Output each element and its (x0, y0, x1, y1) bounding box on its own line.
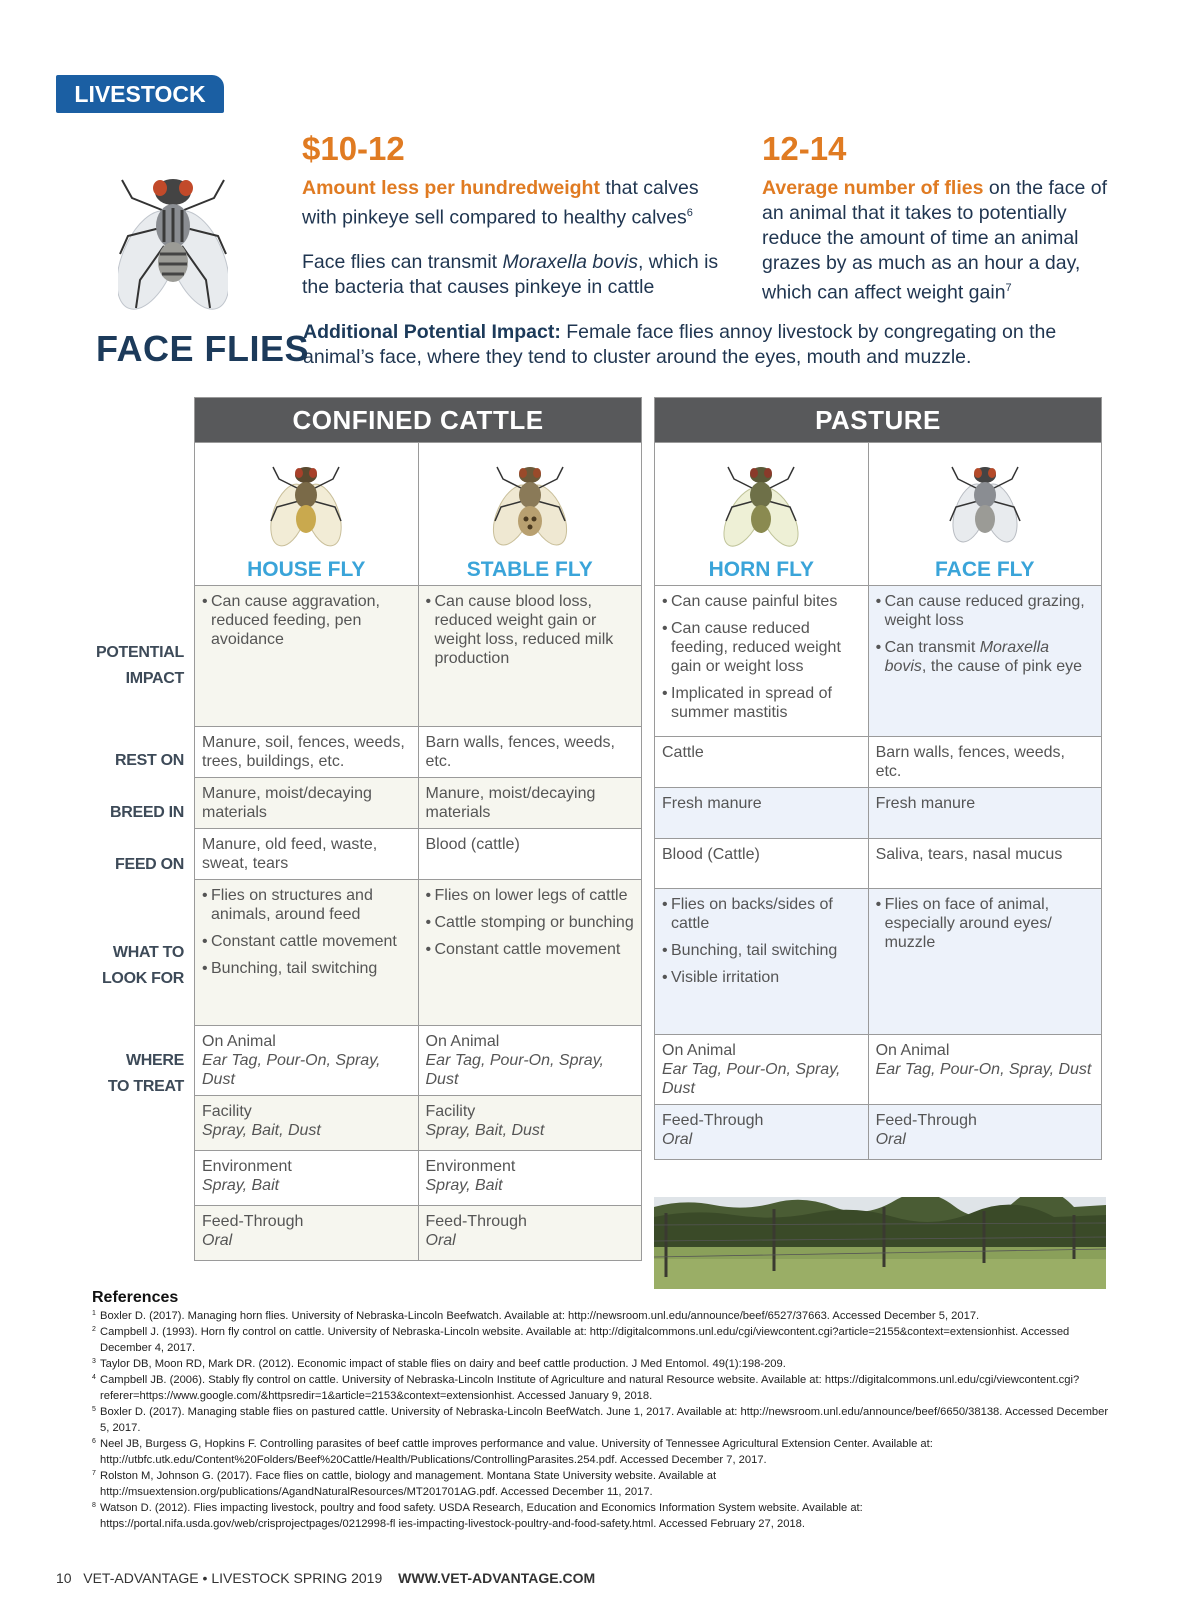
confined-cattle-header: CONFINED CATTLE (195, 398, 642, 443)
row-label-where-to-treat: WHERE TO TREAT (107, 1052, 184, 1095)
references (92, 1290, 1112, 1532)
stable-fly-feed-on: Blood (cattle) (418, 829, 642, 880)
house-fly-rest-on: Manure, soil, fences, weeds, trees, buildings, etc. (195, 727, 419, 778)
face-fly-cell (868, 443, 1101, 586)
pasture-fence-photo (654, 1197, 1106, 1289)
page-title: FACE FLIES (96, 328, 310, 369)
horn-fly-icon (716, 449, 806, 554)
face-fly-look-for: • Flies on face of animal, especially around eyes/ muzzle (868, 889, 1101, 1035)
face-fly-feed-on: Saliva, tears, nasal mucus (868, 839, 1101, 889)
horn-fly-name: HORN FLY (708, 558, 814, 581)
face-fly-breed-in: Fresh manure (868, 788, 1101, 839)
horn-fly-breed-in: Fresh manure (655, 788, 869, 839)
house-fly-treat-feed-through: Feed-Through Oral (195, 1206, 419, 1261)
row-label-what-to-look-for: WHAT TO LOOK FOR (101, 944, 184, 987)
page-footer (56, 1570, 595, 1586)
stat-price-text: Amount less per hundredweight that calves with pinkeye sell compared to healthy calves$^6$ (302, 177, 699, 229)
pasture-table (654, 397, 1102, 1160)
page-number: 10 (56, 1570, 72, 1586)
house-fly-look-for: • Flies on structures and animals, around feed • Constant cattle movement • Bunching, tail switching (195, 880, 419, 1026)
house-fly-name: HOUSE FLY (247, 558, 366, 581)
website-link[interactable]: WWW.VET-ADVANTAGE.COM (398, 1570, 596, 1586)
row-label-feed-on: FEED ON (114, 856, 184, 873)
stable-fly-rest-on: Barn walls, fences, weeds, etc. (418, 727, 642, 778)
face-fly-impact: • Can cause reduced grazing, weight loss • Can transmit Moraxella bovis, the cause of pink eye (868, 586, 1101, 737)
stable-fly-treat-on-animal: On Animal Ear Tag, Pour-On, Spray, Dust (418, 1026, 642, 1096)
face-fly-rest-on: Barn walls, fences, weeds, etc. (868, 737, 1101, 788)
face-fly-illustration (118, 150, 228, 315)
row-label-rest-on: REST ON (114, 752, 184, 769)
reference-item: 1 Boxler D. (2017). Managing horn flies. University of Nebraska-Lincoln Beefwatch. Available at: http://newsroom.unl.edu/announce/beef/6527/37663. Accessed December 5, 2017. (92, 1310, 980, 1322)
house-fly-cell (195, 443, 419, 586)
house-fly-icon (261, 449, 351, 554)
reference-item: 4 Campbell JB. (2006). Stably fly control on cattle. University of Nebraska-Lincoln Institute of Agriculture and natural Resource website. Available at: https://digitalcommons.unl.edu/cgi/viewcontent.cgi?referer=https://www.google.com/&httpsredir=1&article=2153&context=extensionhist. Accessed January 9, 2018. (92, 1374, 1080, 1402)
reference-item: 7 Rolston M, Johnson G. (2017). Face flies on cattle, biology and management. Montana State University website. Available at http://msuextension.org/publications/AgandNaturalResources/MT201701AG.pdf. Accessed December 11, 2017. (92, 1470, 717, 1498)
reference-item: 5 Boxler D. (2017). Managing stable flies on pastured cattle. University of Nebraska-Lincoln BeefWatch. June 1, 2017. Available at: http://newsroom.unl.edu/announce/beef/6650/38138. Accessed December 5, 2017. (92, 1406, 1109, 1434)
confined-cattle-table (194, 397, 642, 1261)
reference-item: 3 Taylor DB, Moon RD, Mark DR. (2012). Economic impact of stable flies on dairy and beef cattle production. J Med Entomol. 49(1):198-209. (92, 1358, 786, 1370)
stable-fly-breed-in: Manure, moist/decaying materials (418, 778, 642, 829)
reference-item: 2 Campbell J. (1993). Horn fly control on cattle. University of Nebraska-Lincoln website. Available at: http://digitalcommons.unl.edu/cgi/viewcontent.cgi?article=2155&context=extensionhist. Accessed December 4, 2017. (92, 1326, 1070, 1354)
house-fly-treat-environment: Environment Spray, Bait (195, 1151, 419, 1206)
horn-fly-treat-feed-through: Feed-Through Oral (655, 1105, 869, 1160)
stable-fly-treat-environment: Environment Spray, Bait (418, 1151, 642, 1206)
stat-flies-number: 12-14 (762, 130, 847, 167)
stable-fly-name: STABLE FLY (466, 558, 593, 581)
reference-item: 6 Neel JB, Burgess G, Hopkins F. Controlling parasites of beef cattle improves performance and value. University of Tennessee Agricultural Extension Center. Available at: http://utbfc.utk.edu/Content%20Folders/Beef%20Cattle/Health/Publications/ControllingParasites.254.pdf. Accessed December 7, 2017. (92, 1438, 933, 1466)
house-fly-breed-in: Manure, moist/decaying materials (195, 778, 419, 829)
horn-fly-rest-on: Cattle (655, 737, 869, 788)
row-label-breed-in: BREED IN (109, 804, 184, 821)
horn-fly-cell (655, 443, 869, 586)
stable-fly-impact: • Can cause blood loss, reduced weight gain or weight loss, reduced milk production (418, 586, 642, 727)
reference-item: 8 Watson D. (2012). Flies impacting livestock, poultry and food safety. USDA Research, Education and Economics Information System website. Available at: https://portal.nifa.usda.gov/web/crisprojectpages/0212998-fl ies-impacting-livestock-poultry-and-food-safety.html. Accessed February 27, 2018. (92, 1502, 863, 1530)
horn-fly-treat-on-animal: On Animal Ear Tag, Pour-On, Spray, Dust (655, 1035, 869, 1105)
horn-fly-look-for: • Flies on backs/sides of cattle • Bunching, tail switching • Visible irritation (655, 889, 869, 1035)
house-fly-feed-on: Manure, old feed, waste, sweat, tears (195, 829, 419, 880)
house-fly-treat-on-animal: On Animal Ear Tag, Pour-On, Spray, Dust (195, 1026, 419, 1096)
stable-fly-icon (485, 449, 575, 554)
house-fly-treat-facility: Facility Spray, Bait, Dust (195, 1096, 419, 1151)
moraxella-note: Face flies can transmit Moraxella bovis, which is the bacteria that causes pinkeye in cattle (302, 251, 719, 298)
horn-fly-feed-on: Blood (Cattle) (655, 839, 869, 889)
section-tag: LIVESTOCK (56, 75, 224, 113)
stable-fly-treat-facility: Facility Spray, Bait, Dust (418, 1096, 642, 1151)
face-fly-treat-feed-through: Feed-Through Oral (868, 1105, 1101, 1160)
stable-fly-cell (418, 443, 642, 586)
house-fly-impact: • Can cause aggravation, reduced feeding, pen avoidance (195, 586, 419, 727)
additional-impact: Additional Potential Impact: Female face flies annoy livestock by congregating on the animal’s face, where they tend to cluster around the eyes, mouth and muzzle. (303, 321, 1057, 368)
horn-fly-impact: • Can cause painful bites • Can cause reduced feeding, reduced weight gain or weight loss • Implicated in spread of summer mastitis (655, 586, 869, 737)
face-fly-icon (940, 449, 1030, 554)
references-heading: References (92, 1289, 179, 1306)
pasture-header: PASTURE (655, 398, 1102, 443)
stat-price-number: $10-12 (302, 130, 405, 167)
stat-flies-text: Average number of flies on the face of an animal that it takes to potentially reduce the amount of time an animal grazes by as much as an hour a day, which can affect weight gain$^7$ (762, 177, 1108, 304)
row-label-potential-impact: POTENTIAL IMPACT (96, 644, 184, 687)
stable-fly-look-for: • Flies on lower legs of cattle • Cattle stomping or bunching • Constant cattle movement (418, 880, 642, 1026)
stable-fly-treat-feed-through: Feed-Through Oral (418, 1206, 642, 1261)
publication-name: VET-ADVANTAGE • LIVESTOCK SPRING 2019 (83, 1570, 383, 1586)
face-fly-treat-on-animal: On Animal Ear Tag, Pour-On, Spray, Dust (868, 1035, 1101, 1105)
face-fly-name: FACE FLY (934, 558, 1035, 581)
